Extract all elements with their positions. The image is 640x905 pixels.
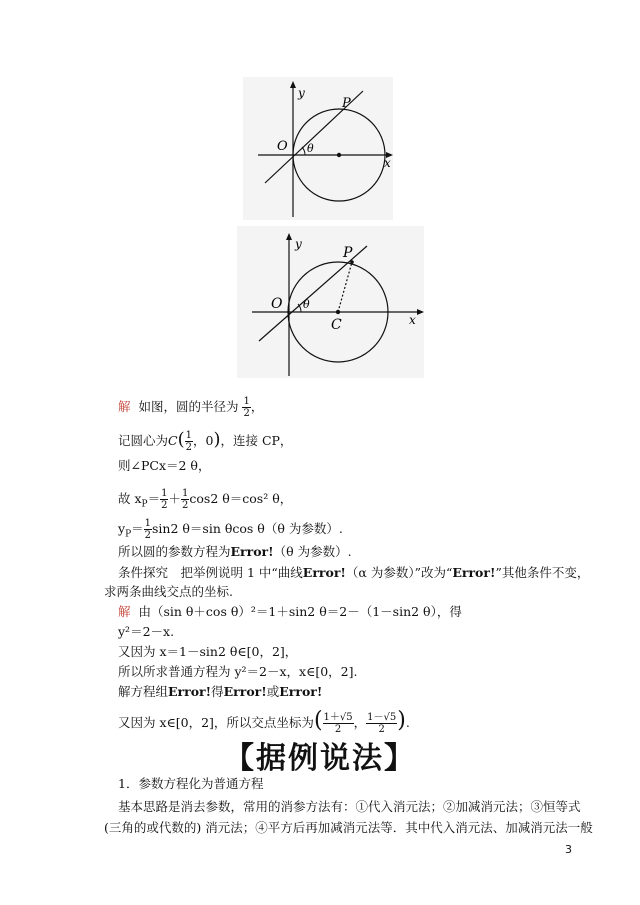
exploration-line-1: 条件探究 把举例说明 1 中“曲线Error!（α 为参数）”改为“Error!”其他条件不变，: [118, 565, 590, 580]
point-line-1: 基本思路是消去参数，常用的消参方法有：①代入消元法；②加减消元法；③恒等式: [118, 799, 581, 814]
point-c-label: C: [331, 317, 342, 333]
solution-line-5: $y_P=$ $\frac{1}{2}$ sin2 θ＝sin θcos θ（θ 为参数）.: [118, 518, 343, 541]
point-p-label: P: [343, 245, 353, 261]
x-axis-label: x: [409, 313, 416, 327]
theta-label: θ: [303, 298, 310, 311]
solution-line-4: 故 $x_P=$ $\frac{1}{2}$ ＋ $\frac{1}{2}$ cos2 θ＝cos² θ，: [118, 488, 293, 511]
solution-line-1: 解 如图，圆的半径为 $\frac{1}{2}$ ，: [118, 396, 264, 419]
solution-line-6: 所以圆的参数方程为Error!（θ 为参数）.: [118, 544, 352, 559]
solution-line-3: 则∠PCx＝2 θ，: [118, 458, 211, 473]
y-axis-label: y: [295, 237, 302, 251]
page-number: 3: [565, 843, 572, 856]
solution-line-2: 记圆心为C( $\frac{1}{2}$ ，0)，连接 CP，: [118, 429, 293, 453]
theta-label: θ: [307, 142, 314, 155]
exploration-solution-6: 又因为 x∈[0，2]，所以交点坐标为( $\frac{1+√5}{2}$ ， $\frac{1-√5}{2}$ ).: [118, 708, 410, 735]
exploration-line-2: 求两条曲线交点的坐标.: [104, 584, 233, 599]
x-axis-label: x: [384, 156, 391, 170]
fraction-half: $\frac{1}{2}$: [243, 396, 250, 419]
y-axis-label: y: [298, 86, 305, 100]
point-heading: 1．参数方程化为普通方程: [118, 776, 264, 791]
exploration-solution-1: 解 由（sin θ＋cos θ）²＝1＋sin2 θ＝2－（1－sin2 θ），得: [118, 604, 462, 619]
solution-mark: 解: [118, 399, 131, 414]
figure-circle-2: [237, 226, 424, 378]
origin-label: O: [271, 296, 283, 312]
point-line-2: (三角的或代数的) 消元法；④平方后再加减消元法等．其中代入消元法、加减消元法一般: [104, 820, 593, 835]
exploration-solution-3: 又因为 x＝1－sin2 θ∈[0，2]，: [118, 644, 298, 659]
origin-label: O: [277, 139, 288, 154]
point-p-label: P: [342, 96, 351, 111]
exploration-solution-4: 所以所求普通方程为 y²＝2－x，x∈[0，2].: [118, 664, 358, 679]
exploration-solution-5: 解方程组Error!得Error!或Error!: [118, 684, 323, 699]
figure-circle-1: [243, 77, 393, 220]
section-title: 【据例说法】: [224, 741, 416, 776]
exploration-solution-2: y²＝2－x.: [118, 624, 175, 639]
